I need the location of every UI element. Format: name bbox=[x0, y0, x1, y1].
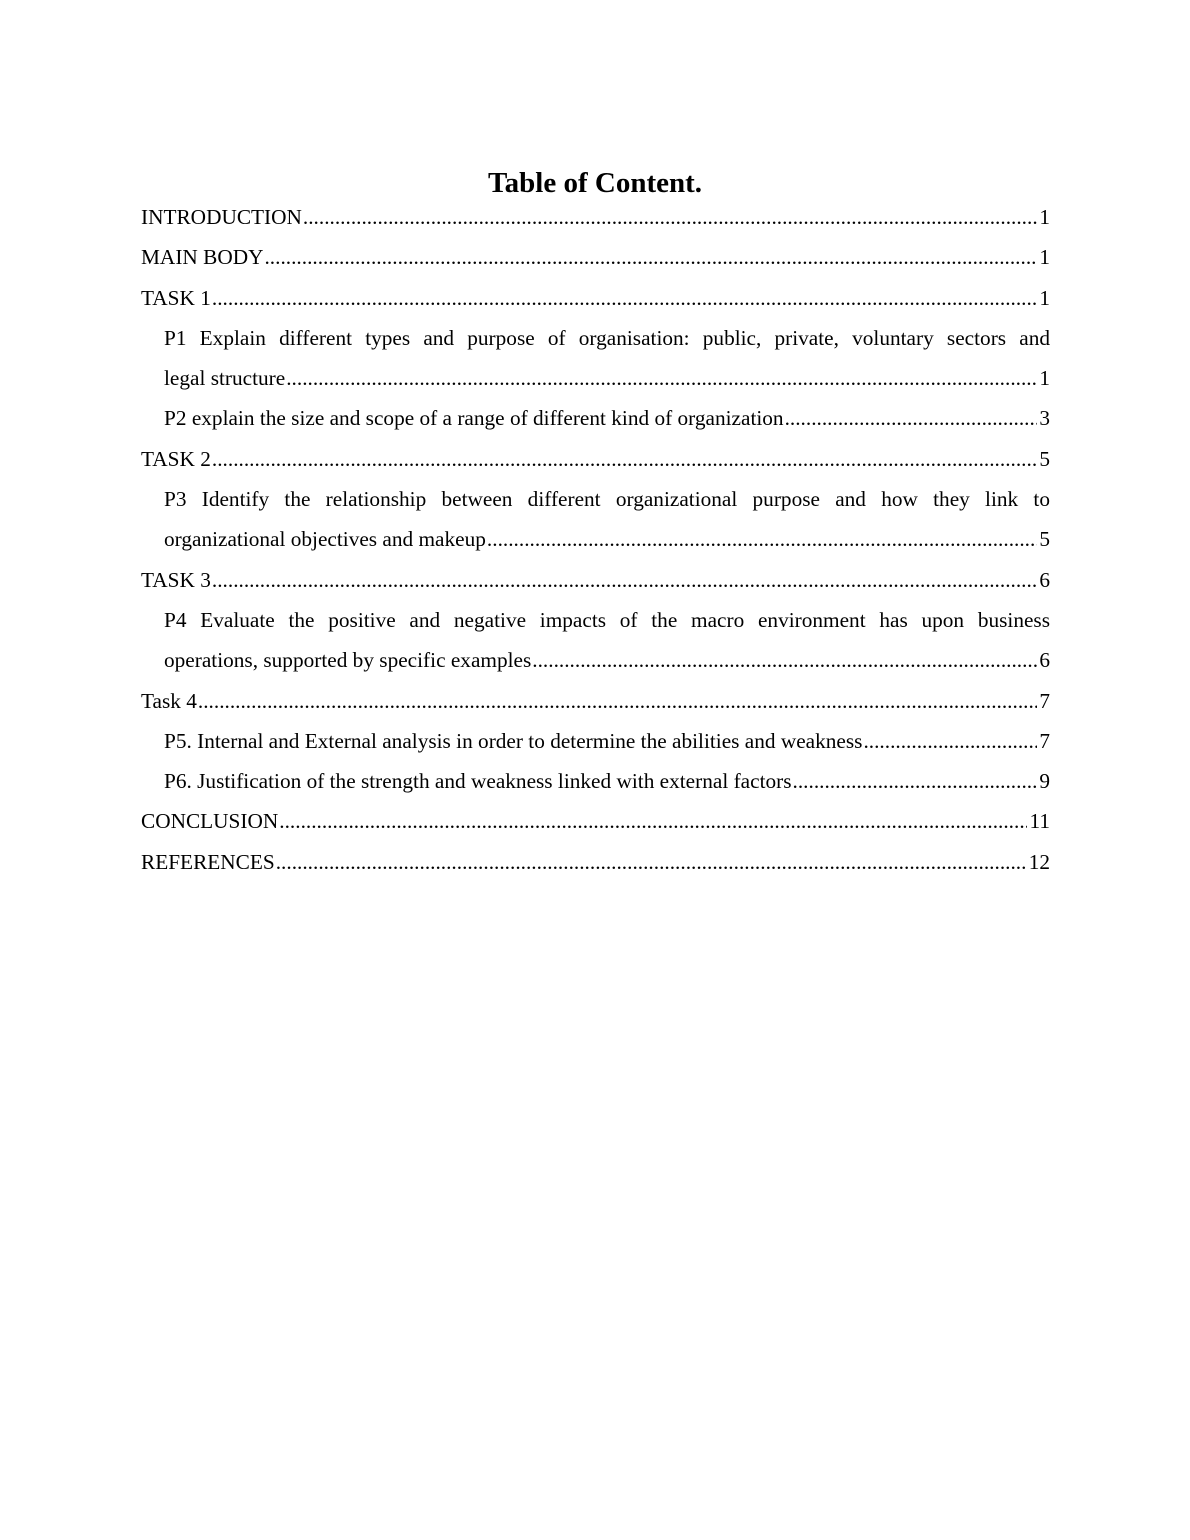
toc-entry-main-body[interactable] bbox=[141, 237, 1050, 277]
toc-entry-task-3[interactable] bbox=[141, 560, 1050, 600]
toc-entry-p3[interactable] bbox=[141, 479, 1050, 560]
toc-entry-task-4[interactable] bbox=[141, 681, 1050, 721]
toc-entry-label: TASK 3 bbox=[141, 567, 211, 592]
toc-entry-label: Task 4 bbox=[141, 688, 197, 713]
toc-entry-conclusion[interactable] bbox=[141, 801, 1050, 841]
toc-entry-label: TASK 1 bbox=[141, 285, 211, 310]
toc-entry-label: INTRODUCTION bbox=[141, 205, 302, 229]
toc-entry-references[interactable] bbox=[141, 842, 1050, 882]
toc-entry-label: MAIN BODY bbox=[141, 245, 264, 270]
toc-entry-p2[interactable] bbox=[141, 398, 1050, 438]
toc-entry-p4[interactable] bbox=[141, 600, 1050, 681]
toc-entry-label: CONCLUSION bbox=[141, 809, 279, 834]
toc-entry-label: organizational objectives and makeup bbox=[164, 527, 486, 552]
toc-entry-label-line2 bbox=[164, 358, 1050, 398]
toc-page-number: 6 bbox=[1037, 560, 1050, 600]
toc-page-number: 7 bbox=[1037, 721, 1050, 761]
toc-page-number: 1 bbox=[1037, 197, 1050, 237]
toc-page-number: 1 bbox=[1037, 278, 1050, 318]
toc-entry-label: P5. Internal and External analysis in order to determine the abilities and weakness bbox=[164, 728, 863, 753]
toc-entry-task-2[interactable] bbox=[141, 439, 1050, 479]
toc-entry-label: operations, supported by specific examples bbox=[164, 648, 532, 673]
toc-entry-label: P6. Justification of the strength and weakness linked with external factors bbox=[164, 769, 792, 794]
toc-title: Table of Content. bbox=[487, 167, 703, 199]
toc-entry-label-line2 bbox=[164, 519, 1050, 559]
toc-page-number: 11 bbox=[1027, 801, 1050, 841]
toc-entry-introduction[interactable] bbox=[141, 197, 1050, 237]
table-of-contents bbox=[141, 197, 1050, 882]
toc-entry-p5[interactable] bbox=[141, 721, 1050, 761]
toc-page-number: 12 bbox=[1027, 842, 1050, 882]
toc-page-number: 3 bbox=[1037, 398, 1050, 438]
toc-entry-p1[interactable] bbox=[141, 318, 1050, 399]
toc-entry-label: P2 explain the size and scope of a range of different kind of organization bbox=[164, 406, 784, 431]
toc-entry-label-line2 bbox=[164, 640, 1050, 680]
toc-page-number: 1 bbox=[1037, 358, 1050, 398]
toc-page-number: 5 bbox=[1037, 519, 1050, 559]
toc-page-number: 1 bbox=[1037, 237, 1050, 277]
toc-entry-label: TASK 2 bbox=[141, 446, 211, 471]
toc-entry-label: REFERENCES bbox=[141, 849, 275, 874]
toc-entry-task-1[interactable] bbox=[141, 278, 1050, 318]
toc-entry-label-line1: P3 Identify the relationship between different organizational purpose and how they link to bbox=[164, 487, 1050, 512]
toc-entry-label: legal structure bbox=[164, 366, 286, 391]
toc-page-number: 5 bbox=[1037, 439, 1050, 479]
toc-page-number: 9 bbox=[1037, 761, 1050, 801]
toc-entry-label-line1: P4 Evaluate the positive and negative impacts of the macro environment has upon business bbox=[164, 607, 1050, 632]
toc-page-number: 7 bbox=[1037, 681, 1050, 721]
toc-entry-p6[interactable] bbox=[141, 761, 1050, 801]
toc-page-number: 6 bbox=[1037, 640, 1050, 680]
toc-entry-label-line1: P1 Explain different types and purpose of organisation: public, private, voluntary sectors and bbox=[164, 325, 1050, 350]
